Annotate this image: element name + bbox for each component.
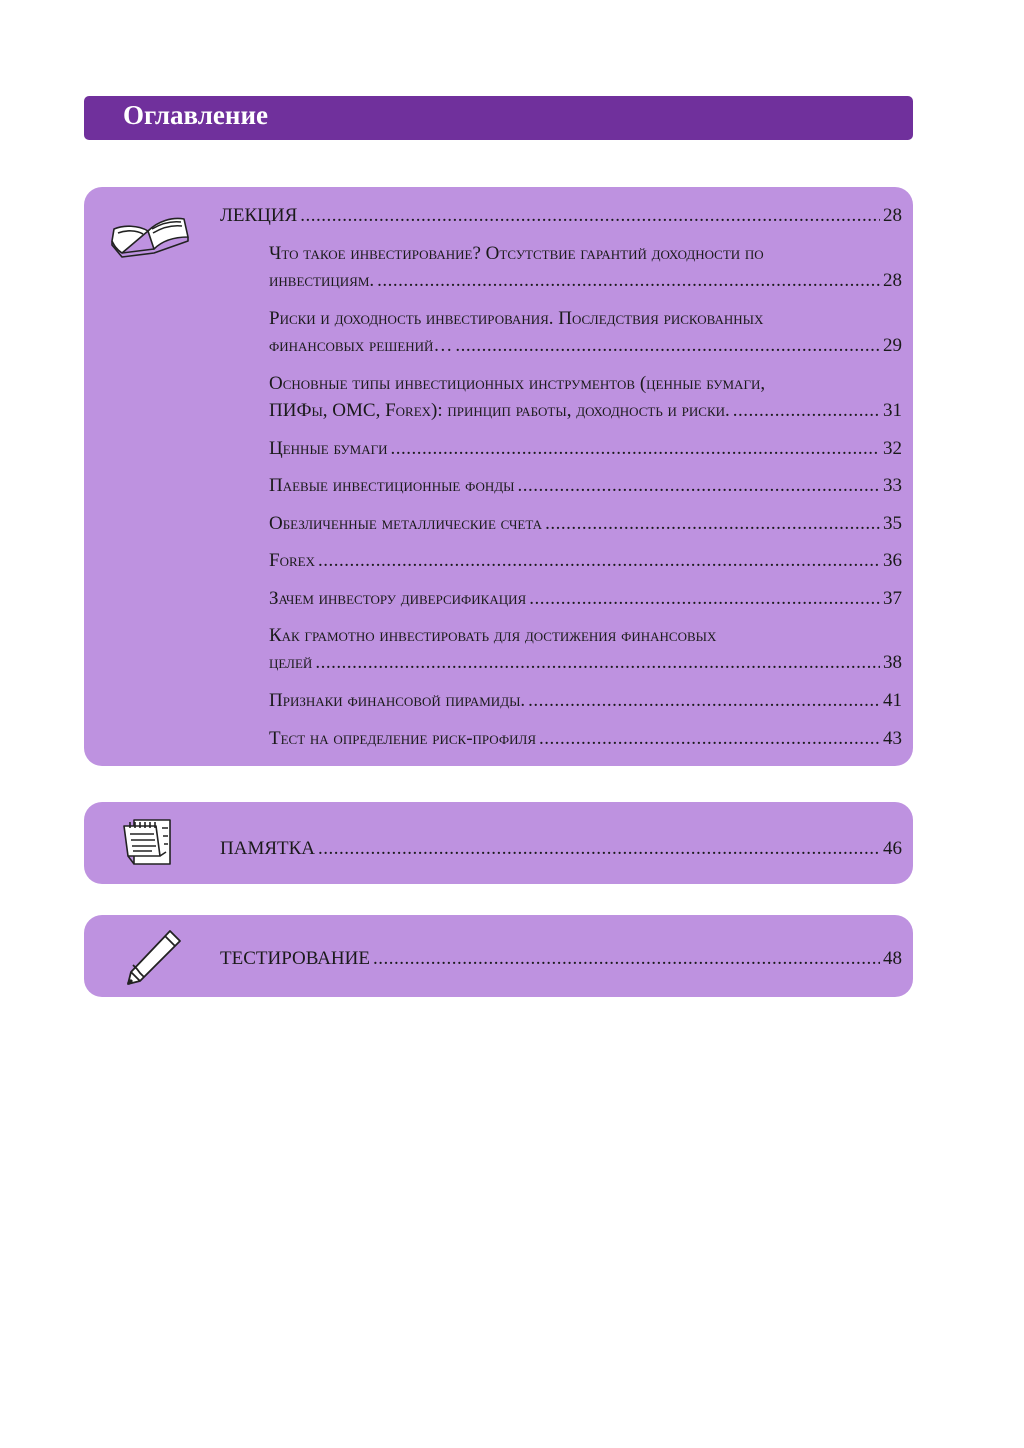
toc-entry-label: целей [269, 652, 313, 673]
testing-section [84, 915, 913, 997]
open-book-icon [110, 215, 190, 259]
toc-page-number: 31 [883, 400, 902, 421]
dot-leader [529, 585, 880, 612]
toc-entry-label: Как грамотно инвестировать для достижения финансовых [269, 625, 717, 646]
toc-page-number: 41 [883, 690, 902, 711]
toc-entry[interactable] [269, 622, 902, 676]
toc-entry-label: ТЕСТИРОВАНИЕ [220, 948, 370, 969]
dot-leader [518, 472, 880, 499]
dot-leader [455, 332, 880, 359]
toc-entry-label: Зачем инвестору диверсификация [269, 588, 527, 609]
memo-section [84, 802, 913, 884]
toc-page-number: 48 [883, 948, 902, 969]
notepad-icon [120, 816, 174, 868]
toc-entry-label: Обезличенные металлические счета [269, 513, 543, 534]
dot-leader [315, 649, 880, 676]
toc-entry-label: Риски и доходность инвестирования. Последствия рискованных [269, 308, 764, 329]
toc-entry-label: ПАМЯТКА [220, 838, 316, 859]
toc-entry-label: ПИФы, ОМС, Forex): принцип работы, доходность и риски. [269, 400, 730, 421]
toc-page-number: 36 [883, 550, 902, 571]
dot-leader [391, 435, 880, 462]
dot-leader [377, 267, 880, 294]
dot-leader [318, 547, 880, 574]
dot-leader [545, 510, 880, 537]
toc-page-number: 29 [883, 335, 902, 356]
toc-entry-testing[interactable] [220, 945, 902, 972]
toc-header [84, 96, 913, 140]
dot-leader [539, 725, 880, 752]
toc-page-number: 38 [883, 652, 902, 673]
page-title: Оглавление [123, 100, 268, 130]
toc-entry-label: Что такое инвестирование? Отсутствие гарантий доходности по [269, 243, 764, 264]
toc-entry[interactable] [269, 687, 902, 714]
toc-entry-label: ЛЕКЦИЯ [220, 205, 298, 226]
toc-page-number: 35 [883, 513, 902, 534]
toc-entry-label: Forex [269, 550, 315, 571]
toc-entry-label: Тест на определение риск-профиля [269, 728, 537, 749]
toc-entry[interactable] [269, 435, 902, 462]
toc-entry[interactable] [269, 240, 902, 294]
dot-leader [318, 835, 880, 862]
toc-entry[interactable] [269, 585, 902, 612]
toc-entry[interactable] [269, 472, 902, 499]
pencil-icon [124, 927, 184, 987]
toc-entry-label: Паевые инвестиционные фонды [269, 475, 515, 496]
toc-entry-label: Основные типы инвестиционных инструментов (ценные бумаги, [269, 373, 766, 394]
toc-page-number: 28 [883, 205, 902, 226]
toc-page-number: 33 [883, 475, 902, 496]
toc-page-number: 37 [883, 588, 902, 609]
toc-entry-memo[interactable] [220, 835, 902, 862]
dot-leader [733, 397, 880, 424]
dot-leader [300, 202, 880, 229]
toc-entry-label: инвестициям. [269, 270, 375, 291]
toc-entry[interactable] [269, 510, 902, 537]
toc-page-number: 43 [883, 728, 902, 749]
toc-entry[interactable] [269, 305, 902, 359]
toc-entry[interactable] [269, 725, 902, 752]
dot-leader [528, 687, 880, 714]
toc-entry[interactable] [269, 370, 902, 424]
toc-entry[interactable] [269, 547, 902, 574]
toc-entry-label: Ценные бумаги [269, 438, 388, 459]
toc-entry-label: финансовых решений… [269, 335, 453, 356]
toc-page-number: 28 [883, 270, 902, 291]
dot-leader [373, 945, 880, 972]
toc-entry-lecture[interactable] [220, 202, 902, 229]
toc-page-number: 46 [883, 838, 902, 859]
lecture-section [84, 187, 913, 766]
toc-entry-label: Признаки финансовой пирамиды. [269, 690, 526, 711]
toc-page-number: 32 [883, 438, 902, 459]
